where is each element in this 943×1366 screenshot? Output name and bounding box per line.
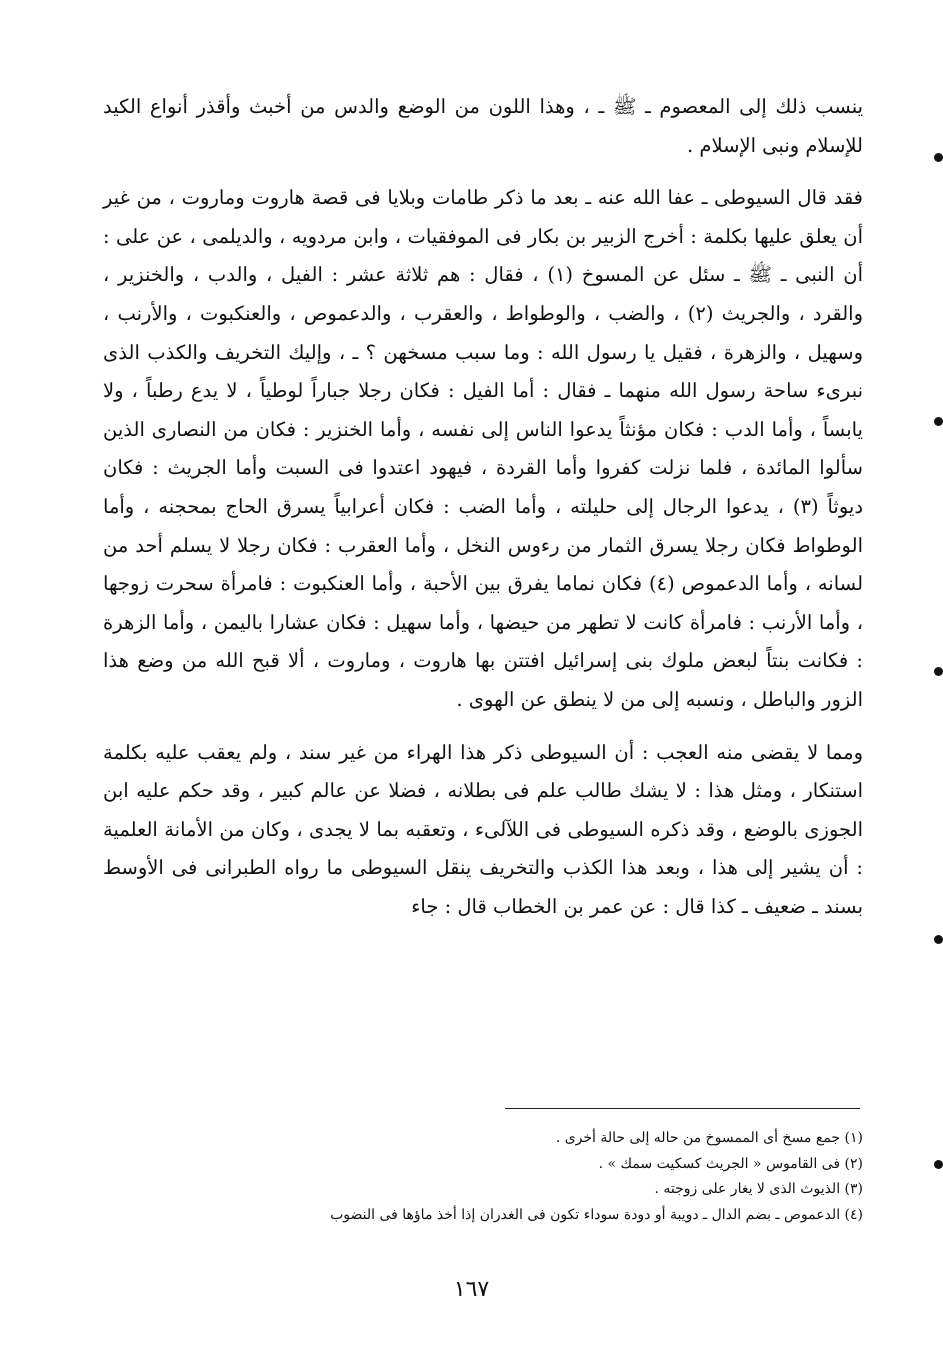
text-line: ما رواه الطبرانى فى الأوسط بسند ـ ضعيف ـ كذا قال : عن عمر بن الخطاب قال : جاء	[103, 856, 863, 918]
footnote-1: (١) جمع مسخ أى الممسوخ من حاله إلى حالة أخرى .	[555, 1130, 863, 1146]
text-line: أنواع الكيد للإسلام ونبى الإسلام .	[103, 95, 863, 157]
text-line: ومما لا يقضى منه العجب : أن السيوطى ذكر هذا الهراء من غير سند ، ولم يعقب عليه	[155, 740, 863, 764]
text-line: ديوثاً (٣) ، يدعوا الرجال إلى حليلته ، وأما الضب : فكان أعرابياً يسرق الحاج بمحجنه ، وأما	[103, 494, 863, 518]
text-line: الوطواط فكان رجلا يسرق الثمار من رءوس النخل ، وأما العقرب : فكان رجلا لا يسلم	[169, 533, 863, 557]
main-text	[103, 88, 863, 926]
margin-dot-icon	[934, 667, 943, 676]
text-line: وماروت ، من غير أن يعلق عليها بكلمة : أخرج الزبير بن بكار فى الموفقيات ، وابن	[103, 186, 863, 248]
text-line: سألوا المائدة ، فلما نزلت كفروا وأما القردة ، فيهود اعتدوا فى السبت وأما الجريث : فكان	[103, 456, 863, 480]
page-number: ١٦٧	[453, 1277, 490, 1302]
text-line: منهما ـ فقال : أما الفيل : فكان رجلا جباراً لوطياً ، لا يدع رطباً ، ولا يابساً ، وأما	[103, 379, 863, 441]
margin-dot-icon	[934, 935, 943, 944]
margin-dot-icon	[934, 417, 943, 426]
footnote-divider	[505, 1108, 860, 1109]
paragraph-2	[103, 179, 863, 719]
text-line: ينسب ذلك إلى المعصوم ـ ﷺ ـ ، وهذا اللون من الوضع والدس من أخبث وأقذر	[196, 95, 864, 118]
text-line: مردويه ، والديلمى ، عن على : أن النبى ـ ﷺ ـ سئل عن المسوخ (١) ، فقال : هم ثلاثة	[103, 224, 863, 287]
footnote-3: (٣) الذيوث الذى لا يغار على زوجته .	[654, 1181, 863, 1197]
footnote-4: (٤) الدعموص ـ بضم الدال ـ دويبة أو دودة سوداء تكون فى الغدران إذا أخذ ماؤها فى النضوب	[330, 1206, 863, 1223]
text-line: سحرت زوجها ، وأما الأرنب : فامرأة كانت لا تطهر من حيضها ، وأما سهيل : فكان	[103, 572, 864, 634]
text-line: فقد قال السيوطى ـ عفا الله عنه ـ بعد ما ذكر طامات وبلايا فى قصة هاروت	[251, 186, 864, 210]
footnote-2: (٢) فى القاموس « الجريث كسكيت سمك » .	[598, 1155, 863, 1172]
text-line: وماروت ، ألا قبح الله من وضع هذا الزور والباطل ، ونسبه إلى من لا ينطق عن الهوى .	[103, 649, 863, 711]
text-line: حكم عليه ابن الجوزى بالوضع ، وقد ذكره السيوطى فى اللآلىء ، وتعقبه بما لا يجدى ،	[103, 779, 863, 841]
text-line: عشر : الفيل ، والدب ، والخنزير ، والقرد ، والجريث (٢) ، والضب ، والوطواط ،	[103, 263, 863, 325]
text-line: عشارا باليمن ، وأما الزهرة : فكانت بنتاً لبعض ملوك بنى إسرائيل افتتن بها هاروت ،	[103, 610, 863, 673]
margin-dot-icon	[934, 1160, 943, 1169]
text-line: أحد من لسانه ، وأما الدعموص (٤) فكان نماما يفرق بين الأحبة ، وأما العنكبوت : فامرأة	[103, 533, 864, 596]
text-line: الله : وما سبب مسخهن ؟ ـ ، وإليك التخريف والكذب الذى نبرىء ساحة رسول الله	[103, 340, 864, 403]
paragraph-1	[103, 88, 863, 165]
text-line: بكلمة استنكار ، ومثل هذا : لا يشك طالب علم فى بطلانه ، فضلا عن عالم كبير ، وقد	[103, 740, 863, 803]
footnotes	[103, 1126, 863, 1228]
paragraph-3	[103, 734, 863, 927]
text-line: الدب : فكان مؤنثاً يدعوا الناس إلى نفسه ، وأما الخنزير : فكان من النصارى الذين	[103, 417, 765, 441]
margin-dot-icon	[934, 153, 943, 162]
text-line: وكان من الأمانة العلمية : أن يشير إلى هذا ، وبعد هذا الكذب والتخريف ينقل السيوطى	[103, 817, 864, 880]
text-line: والعقرب ، والدعموص ، والعنكبوت ، والأرنب ، وسهيل ، والزهرة ، فقيل يا رسول	[103, 301, 863, 364]
